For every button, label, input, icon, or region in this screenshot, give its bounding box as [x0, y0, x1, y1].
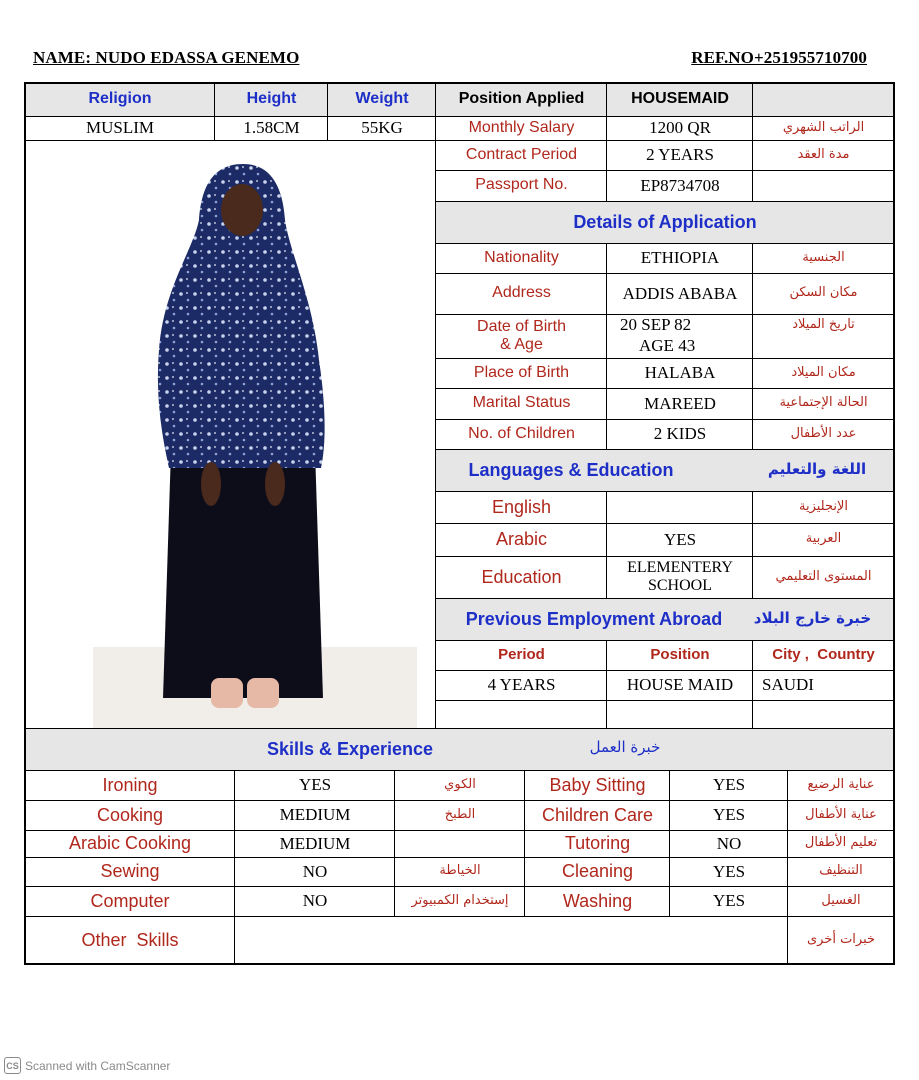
religion-value: MUSLIM	[85, 118, 154, 138]
skill-cooking-value: MEDIUM	[279, 805, 351, 825]
skill-tutoring-arabic: تعليم الأطفال	[804, 835, 878, 851]
children-arabic: عدد الأطفال	[790, 425, 857, 441]
skill-sewing-value: NO	[302, 861, 328, 881]
skill-cleaning-label: Cleaning	[561, 861, 634, 882]
children-value: 2 KIDS	[653, 424, 707, 444]
address-arabic: مكان السكن	[789, 285, 858, 301]
employment-section-title-arabic: خبرة خارج البلاد	[753, 609, 872, 628]
skill-cooking-label: Cooking	[96, 804, 164, 825]
education-value	[607, 556, 753, 598]
employment-city-country-header: City , Country	[772, 646, 875, 664]
marital-status-value: MAREED	[644, 393, 716, 413]
skill-baby-sitting-arabic: عناية الرضيع	[807, 776, 875, 792]
other-skills-arabic: خبرات أخرى	[806, 931, 876, 947]
dob-value-line1: 20 SEP 82	[620, 315, 692, 334]
nationality-label: Nationality	[484, 248, 559, 266]
contract-period-arabic: مدة العقد	[797, 146, 850, 162]
skill-ironing-label: Ironing	[102, 774, 158, 795]
address-value: ADDIS ABABA	[622, 283, 738, 303]
height-label: Height	[246, 90, 297, 108]
skill-children-care-arabic: عناية الأطفال	[805, 806, 877, 822]
other-skills-value	[235, 916, 788, 964]
arabic-language-value: YES	[663, 529, 697, 549]
skill-tutoring-label: Tutoring	[564, 833, 631, 854]
skill-children-care-label: Children Care	[541, 804, 654, 825]
employment-position-value-2	[607, 700, 753, 728]
employment-position-header: Position	[650, 646, 710, 664]
camscanner-logo-icon: CS	[4, 1057, 21, 1074]
skill-children-care-value: YES	[712, 805, 746, 825]
monthly-salary-arabic: الراتب الشهري	[782, 119, 865, 135]
reference-number: REF.NO+251955710700	[691, 48, 867, 67]
children-label: No. of Children	[468, 424, 575, 442]
employment-position-value: HOUSE MAID	[626, 675, 734, 695]
dob-arabic: تاريخ الميلاد	[792, 317, 855, 332]
place-of-birth-value: HALABA	[644, 363, 716, 383]
contract-period-label: Contract Period	[465, 145, 578, 163]
place-of-birth-arabic: مكان الميلاد	[791, 364, 856, 380]
skill-computer-value: NO	[302, 891, 328, 911]
education-value-line1: ELEMENTERY	[627, 559, 733, 577]
skill-tutoring-value: NO	[716, 833, 742, 853]
dob-label-line1: Date of Birth	[477, 317, 566, 335]
candidate-name: NAME: NUDO EDASSA GENEMO	[33, 48, 300, 67]
skill-baby-sitting-label: Baby Sitting	[549, 774, 646, 795]
education-value-line2: SCHOOL	[647, 577, 712, 594]
skill-washing-label: Washing	[562, 890, 633, 911]
contract-period-value: 2 YEARS	[646, 145, 714, 165]
skill-sewing-label: Sewing	[100, 861, 160, 882]
dob-label	[436, 314, 607, 358]
skill-cleaning-arabic: التنظيف	[819, 863, 863, 879]
skill-arabic-cooking-label: Arabic Cooking	[68, 833, 192, 854]
religion-label: Religion	[88, 90, 152, 108]
employment-period-value-2	[436, 700, 607, 728]
dob-value-line2: AGE 43	[639, 336, 696, 355]
skills-section-title: Skills & Experience	[266, 738, 434, 759]
marital-status-label: Marital Status	[472, 394, 571, 412]
passport-label: Passport No.	[475, 176, 568, 194]
english-label: English	[491, 496, 552, 517]
candidate-photo-image	[93, 150, 417, 728]
employment-section-title: Previous Employment Abroad	[465, 608, 723, 629]
height-value: 1.58CM	[243, 118, 300, 138]
languages-section-title: Languages & Education	[468, 459, 674, 480]
weight-label: Weight	[355, 90, 409, 108]
skill-washing-arabic: الغسيل	[821, 892, 861, 908]
employment-period-value: 4 YEARS	[487, 675, 556, 695]
monthly-salary-value: 1200 QR	[649, 118, 711, 138]
english-value	[607, 491, 753, 523]
candidate-photo	[93, 150, 417, 728]
skill-cooking-arabic: الطبخ	[444, 806, 476, 822]
place-of-birth-label: Place of Birth	[473, 363, 570, 381]
passport-value: EP8734708	[640, 175, 720, 195]
skills-section-title-arabic: خبرة العمل	[589, 738, 661, 757]
education-arabic: المستوى التعليمي	[775, 568, 872, 584]
camscanner-footer	[4, 1057, 170, 1074]
other-skills-label: Other Skills	[81, 929, 179, 950]
english-arabic: الإنجليزية	[798, 498, 849, 514]
skill-arabic-cooking-value: MEDIUM	[279, 833, 351, 853]
languages-section-title-arabic: اللغة والتعليم	[767, 460, 867, 479]
skill-computer-label: Computer	[90, 890, 170, 911]
education-label: Education	[481, 566, 562, 587]
monthly-salary-label: Monthly Salary	[468, 118, 575, 136]
arabic-language-arabic: العربية	[805, 531, 842, 547]
dob-label-line2: & Age	[500, 336, 543, 353]
position-applied-label: Position Applied	[458, 90, 585, 108]
employment-period-header: Period	[498, 646, 545, 664]
dob-value	[607, 314, 753, 358]
details-section-title: Details of Application	[436, 201, 894, 243]
skill-washing-value: YES	[712, 891, 746, 911]
skill-ironing-value: YES	[298, 775, 332, 795]
weight-value: 55KG	[361, 118, 403, 138]
position-applied-value: HOUSEMAID	[631, 90, 729, 108]
arabic-language-label: Arabic	[495, 529, 548, 550]
camscanner-text: Scanned with CamScanner	[25, 1058, 171, 1073]
skill-baby-sitting-value: YES	[712, 775, 746, 795]
nationality-arabic: الجنسية	[802, 249, 845, 265]
address-label: Address	[492, 284, 551, 302]
employment-country-value: SAUDI	[762, 675, 814, 694]
skill-cleaning-value: YES	[712, 861, 746, 881]
skill-sewing-arabic: الخياطة	[439, 863, 481, 879]
skill-ironing-arabic: الكوي	[444, 776, 476, 792]
employment-country-value-2	[753, 700, 894, 728]
skill-arabic-cooking-arabic	[395, 830, 525, 857]
nationality-value: ETHIOPIA	[640, 248, 720, 268]
skill-computer-arabic: إستخدام الكمبيوتر	[411, 892, 509, 908]
marital-status-arabic: الحالة الإجتماعية	[779, 395, 868, 411]
